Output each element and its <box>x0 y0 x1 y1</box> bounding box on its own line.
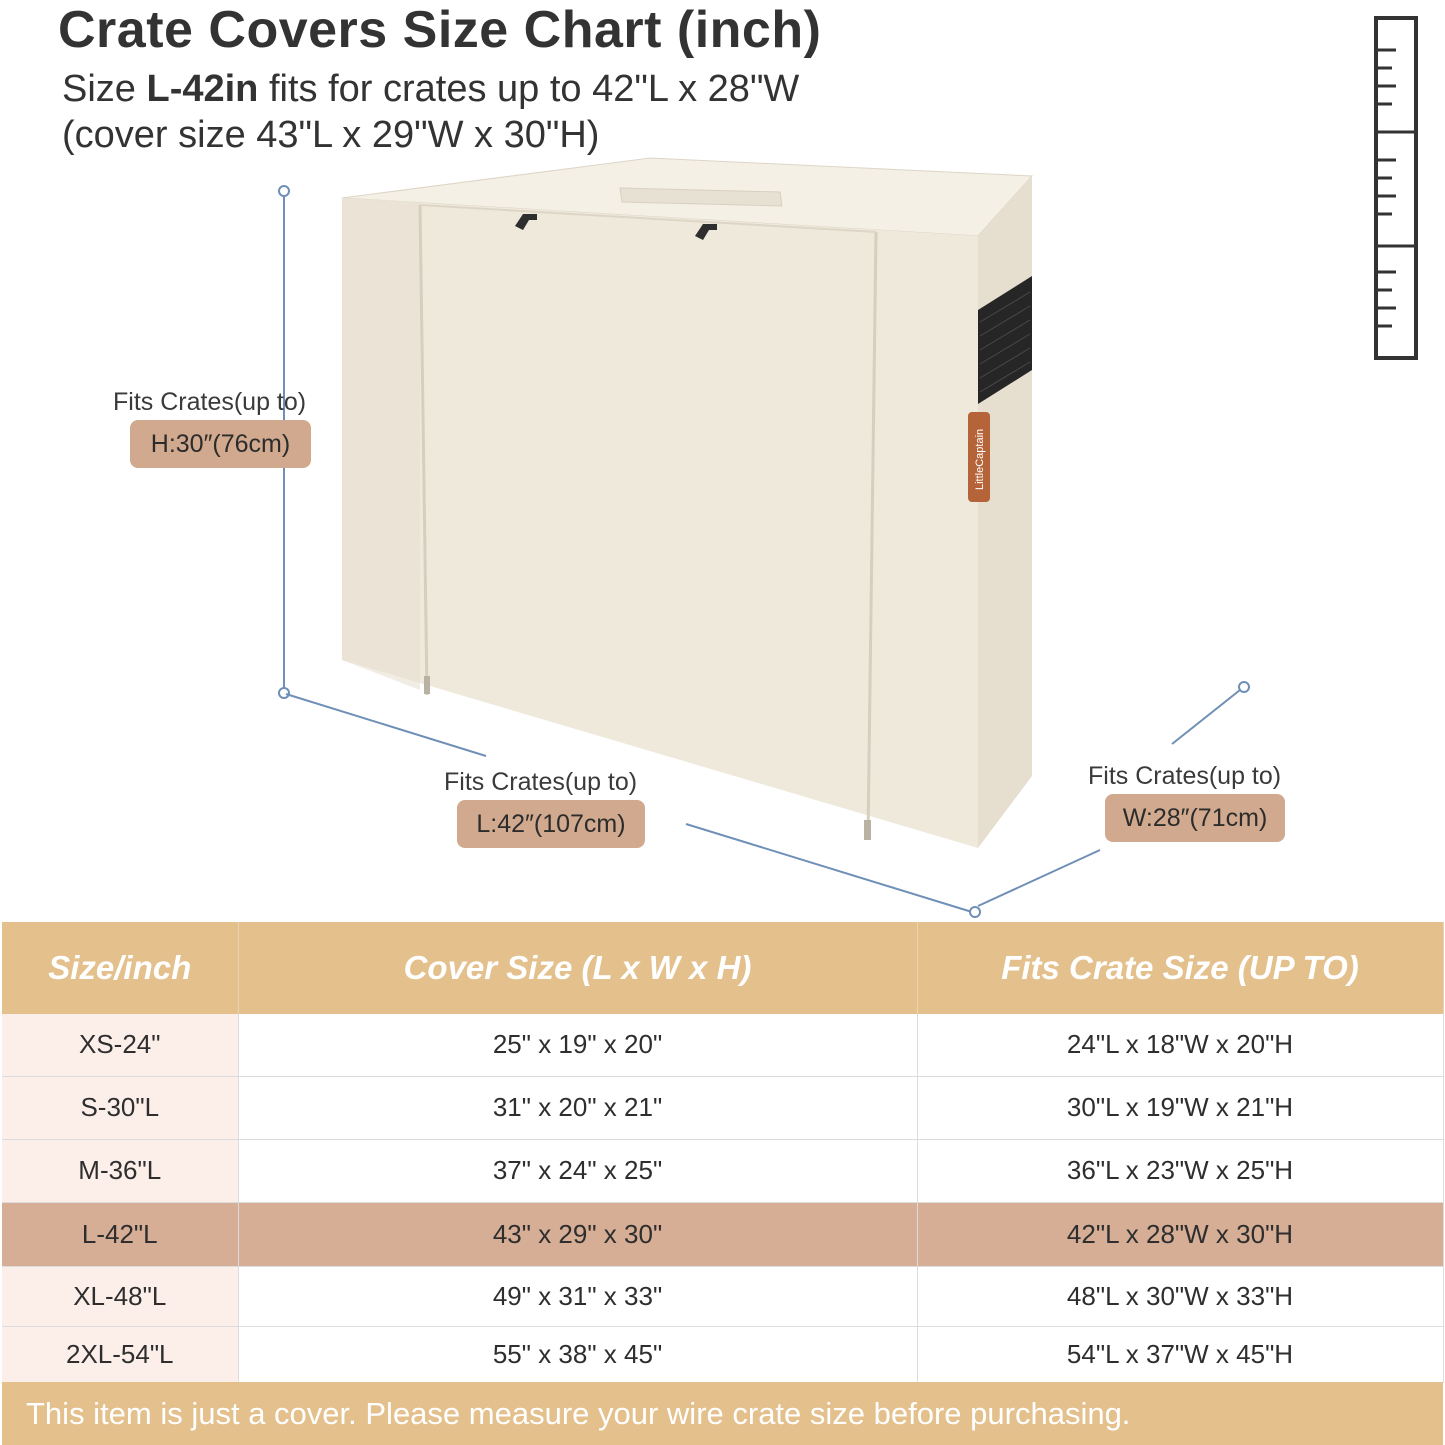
height-caption: Fits Crates(up to) <box>113 388 307 416</box>
crate-size-cell: 48"L x 30"W x 33"H <box>917 1266 1443 1326</box>
length-caption: Fits Crates(up to) <box>444 768 638 796</box>
page-title: Crate Covers Size Chart (inch) <box>58 1 822 59</box>
footer-note: This item is just a cover. Please measure your wire crate size before purchasing. <box>2 1382 1443 1445</box>
header-size: Size/inch <box>2 922 238 1014</box>
width-value-pill: W:28″(71cm) <box>1105 794 1285 842</box>
header-cover-size: Cover Size (L x W x H) <box>238 922 917 1014</box>
crate-size-cell: 36"L x 23"W x 25"H <box>917 1139 1443 1202</box>
crate-size-cell: 24"L x 18"W x 20"H <box>917 1014 1443 1076</box>
height-value-pill: H:30″(76cm) <box>130 420 311 468</box>
length-value-pill: L:42″(107cm) <box>457 800 645 848</box>
table-row <box>2 1139 1443 1202</box>
header-fits-crate-size: Fits Crate Size (UP TO) <box>917 922 1443 1014</box>
cover-size-cell: 55" x 38" x 45" <box>238 1326 917 1382</box>
cover-size-cell: 49" x 31" x 33" <box>238 1266 917 1326</box>
cover-size-cell: 43" x 29" x 30" <box>238 1202 917 1266</box>
subtitle-line-2: (cover size 43"L x 29"W x 30"H) <box>62 114 600 156</box>
subtitle-size-name: L-42in <box>146 68 259 110</box>
table-row <box>2 1014 1443 1076</box>
cover-size-cell: 25" x 19" x 20" <box>238 1014 917 1076</box>
size-cell: XS-24" <box>2 1014 238 1076</box>
crate-size-cell: 30"L x 19"W x 21"H <box>917 1076 1443 1139</box>
width-caption: Fits Crates(up to) <box>1088 762 1282 790</box>
crate-cover <box>342 158 1032 848</box>
subtitle-prefix: Size <box>62 68 147 110</box>
size-cell: M-36"L <box>2 1139 238 1202</box>
table-row <box>2 1076 1443 1139</box>
size-table <box>2 922 1444 1383</box>
table-row-highlighted <box>2 1202 1443 1266</box>
size-cell: XL-48"L <box>2 1266 238 1326</box>
crate-size-cell: 42"L x 28"W x 30"H <box>917 1202 1443 1266</box>
table-row <box>2 1326 1443 1382</box>
ruler-icon <box>1376 18 1416 358</box>
cover-size-cell: 31" x 20" x 21" <box>238 1076 917 1139</box>
cover-size-cell: 37" x 24" x 25" <box>238 1139 917 1202</box>
brand-tag-text: LittleCaptain <box>974 428 986 490</box>
table-row <box>2 1266 1443 1326</box>
table-header-row <box>2 922 1443 1014</box>
size-cell: 2XL-54"L <box>2 1326 238 1382</box>
subtitle-fit-text: fits for crates up to 42"L x 28"W <box>258 68 800 110</box>
brand-tag <box>968 412 990 502</box>
crate-size-cell: 54"L x 37"W x 45"H <box>917 1326 1443 1382</box>
size-cell: S-30"L <box>2 1076 238 1139</box>
size-cell: L-42"L <box>2 1202 238 1266</box>
